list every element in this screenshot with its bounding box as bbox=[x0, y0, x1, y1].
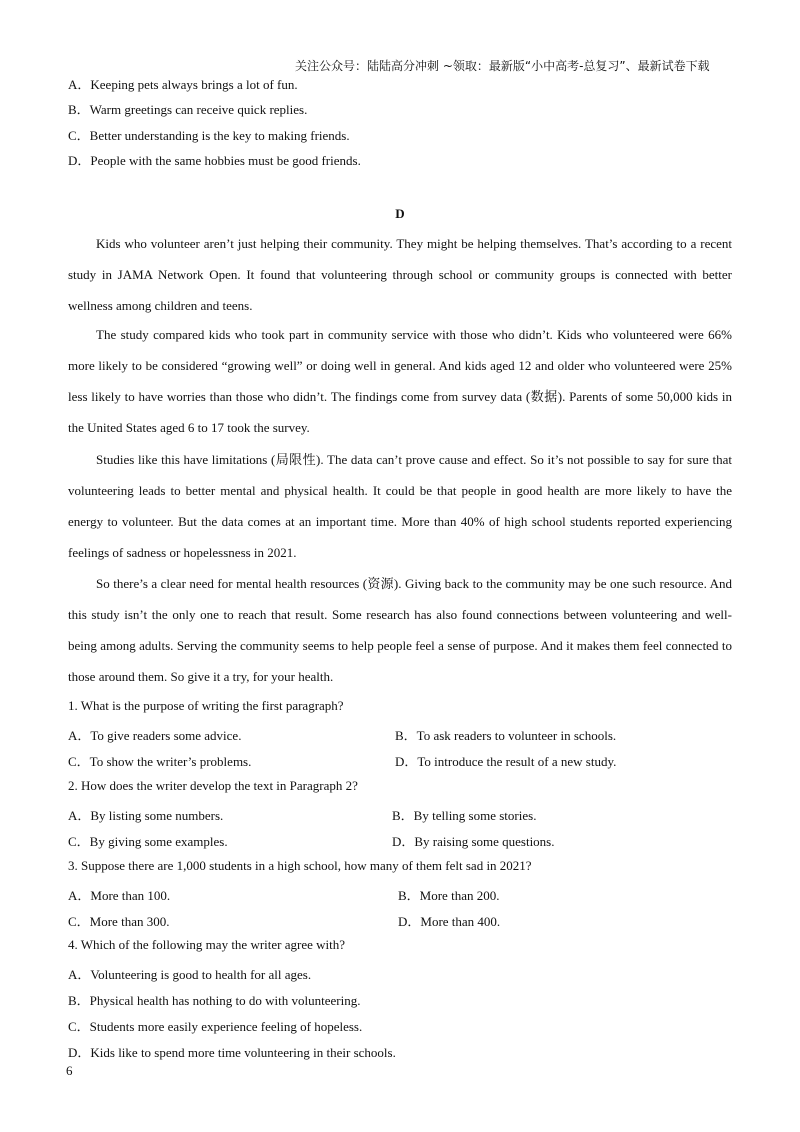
prev-option-a: A．Keeping pets always brings a lot of fun. bbox=[68, 77, 298, 92]
header-promo-text: 关注公众号：陆陆高分冲刺 ~领取：最新版“小中高考-总复习”、最新试卷下载 bbox=[295, 59, 710, 73]
q4-option-a: A．Volunteering is good to health for all ages. bbox=[68, 967, 312, 982]
q2-option-c: C．By giving some examples. bbox=[68, 834, 228, 849]
q4-option-c: C．Students more easily experience feeling of hopeless. bbox=[68, 1019, 363, 1034]
q3-option-b: B．More than 200. bbox=[398, 888, 500, 903]
q4-option-b: B．Physical health has nothing to do with volunteering. bbox=[68, 993, 361, 1008]
q3-option-a: A．More than 100. bbox=[68, 888, 171, 903]
paragraph-2: The study compared kids who took part in community service with those who didn’t. Kids who volunteered were 66% more likely to be considered “growing well” or doing well in general. And kids aged 12 and older who volunteered were 25% less likely to have worries than those who didn’t. The findings come from survey data (数据). Parents of some 50,000 kids in the United States aged 6 to 17 took the survey. bbox=[68, 327, 732, 435]
question-4: 4. Which of the following may the writer agree with? bbox=[68, 937, 346, 952]
prev-option-b: B．Warm greetings can receive quick replies. bbox=[68, 102, 308, 117]
question-1: 1. What is the purpose of writing the first paragraph? bbox=[68, 698, 344, 713]
q2-option-a: A．By listing some numbers. bbox=[68, 808, 224, 823]
q1-option-b: B．To ask readers to volunteer in schools. bbox=[395, 728, 617, 743]
question-3: 3. Suppose there are 1,000 students in a high school, how many of them felt sad in 2021? bbox=[68, 858, 532, 873]
paragraph-1: Kids who volunteer aren’t just helping their community. They might be helping themselves. That’s according to a recent study in JAMA Network Open. It found that volunteering through school or community groups is connected with better wellness among children and teens. bbox=[68, 236, 732, 313]
q2-option-b: B．By telling some stories. bbox=[392, 808, 537, 823]
page-number: 6 bbox=[66, 1063, 73, 1078]
question-2: 2. How does the writer develop the text in Paragraph 2? bbox=[68, 778, 358, 793]
paragraph-3: Studies like this have limitations (局限性). The data can’t prove cause and effect. So it’s not possible to say for sure that volunteering leads to better mental and physical health. It could be that people in good health are more likely to have the energy to volunteer. But the data comes at an important time. More than 40% of high school students reported experiencing feelings of sadness or hopelessness in 2021. bbox=[68, 452, 732, 560]
q3-option-c: C．More than 300. bbox=[68, 914, 170, 929]
prev-option-d: D．People with the same hobbies must be good friends. bbox=[68, 153, 361, 168]
prev-option-c: C．Better understanding is the key to making friends. bbox=[68, 128, 350, 143]
q1-option-d: D．To introduce the result of a new study. bbox=[395, 754, 617, 769]
paragraph-4: So there’s a clear need for mental health resources (资源). Giving back to the community may be one such resource. And this study isn’t the only one to reach that result. Some research has also found connections between volunteering and well-being among adults. Serving the community seems to help people feel a sense of purpose. And it makes them feel connected to those around them. So give it a try, for your health. bbox=[68, 576, 732, 684]
q4-option-d: D．Kids like to spend more time volunteering in their schools. bbox=[68, 1045, 396, 1060]
section-title: D bbox=[395, 206, 405, 221]
q1-option-a: A．To give readers some advice. bbox=[68, 728, 242, 743]
q3-option-d: D．More than 400. bbox=[398, 914, 501, 929]
q2-option-d: D．By raising some questions. bbox=[392, 834, 555, 849]
q1-option-c: C．To show the writer’s problems. bbox=[68, 754, 252, 769]
